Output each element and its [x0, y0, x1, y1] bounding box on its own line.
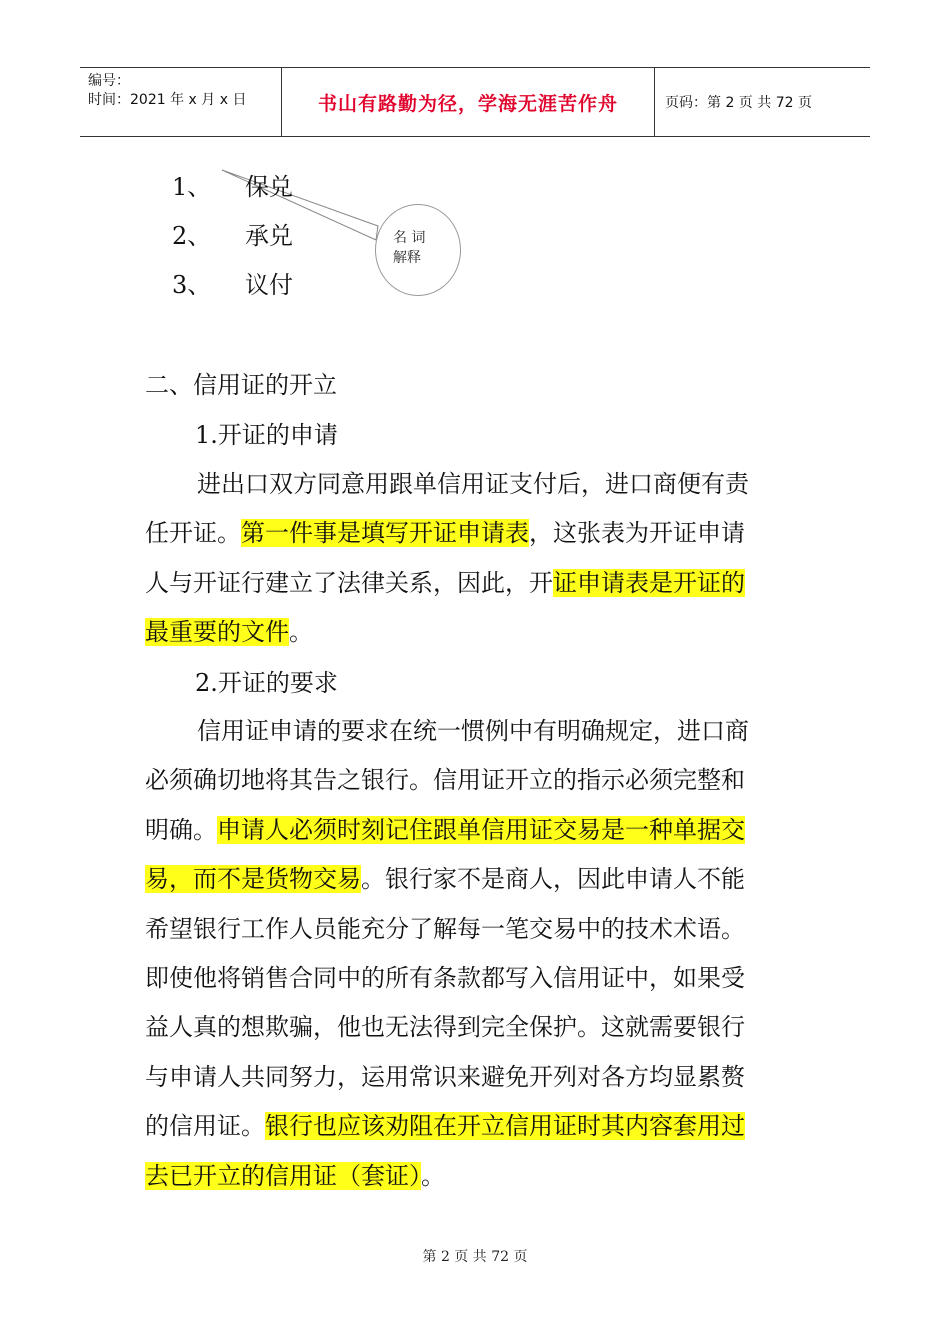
- callout-text: [393, 228, 453, 268]
- highlighted-text: 证申请表是开证的: [553, 568, 745, 597]
- highlighted-text: 银行也应该劝阻在开立信用证时其内容套用过: [265, 1112, 745, 1141]
- paragraph-2-line: 信用证申请的要求在统一惯例中有明确规定，进口商: [197, 717, 749, 745]
- text-run: 。银行家不是商人，因此申请人不能: [361, 865, 745, 894]
- header-page-info: 页码：第 2 页 共 72 页: [665, 95, 812, 111]
- term-3-text: 议付: [245, 271, 293, 299]
- subsection-1-title: 1.开证的申请: [195, 421, 338, 449]
- paragraph-2-line: 必须确切地将其告之银行。信用证开立的指示必须完整和: [145, 766, 745, 795]
- callout-line-2: 解释: [393, 250, 421, 266]
- paragraph-1-line: 进出口双方同意用跟单信用证支付后，进口商便有责: [197, 470, 749, 498]
- term-1-number: 1、: [172, 173, 212, 201]
- text-run: ，这张表为开证申请: [529, 519, 745, 548]
- highlighted-text: 第一件事是填写开证申请表: [241, 519, 529, 548]
- term-1-text: 保兑: [245, 173, 293, 201]
- text-run: 任开证。: [145, 519, 241, 548]
- paragraph-1-line: [145, 608, 810, 657]
- paragraph-1-line: [145, 509, 810, 558]
- page-footer: 第 2 页 共 72 页: [422, 1249, 528, 1265]
- term-3-number: 3、: [172, 271, 212, 299]
- text-run: 。: [421, 1161, 445, 1190]
- highlighted-text: 易，而不是货物交易: [145, 865, 361, 894]
- paragraph-2-line: [145, 1152, 810, 1201]
- highlighted-text: 最重要的文件: [145, 618, 289, 647]
- text-run: 明确。: [145, 815, 217, 844]
- text-run: 。: [289, 618, 313, 647]
- paragraph-2-line: 与申请人共同努力，运用常识来避免开列对各方均显累赘: [145, 1062, 745, 1091]
- callout-pointer: [0, 0, 950, 400]
- paragraph-2: [145, 707, 810, 1201]
- text-run: 的信用证。: [145, 1112, 265, 1141]
- term-2-number: 2、: [172, 222, 212, 250]
- paragraph-2-line: [145, 855, 810, 904]
- term-2-text: 承兑: [245, 222, 293, 250]
- section-title: 二、信用证的开立: [145, 371, 337, 399]
- header-number: 编号：: [88, 73, 130, 89]
- paragraph-2-line: 即使他将销售合同中的所有条款都写入信用证中，如果受: [145, 964, 745, 993]
- callout-line-1: 名 词: [393, 230, 426, 246]
- highlighted-text: 去已开立的信用证（套证）: [145, 1161, 421, 1190]
- text-run: 人与开证行建立了法律关系，因此，开: [145, 568, 553, 597]
- paragraph-2-line: 益人真的想欺骗，他也无法得到完全保护。这就需要银行: [145, 1013, 745, 1042]
- paragraph-2-line: [145, 806, 810, 855]
- paragraph-1: [145, 460, 810, 658]
- header-motto: 书山有路勤为径，学海无涯苦作舟: [282, 68, 655, 136]
- paragraph-1-line: [145, 559, 810, 608]
- subsection-2-title: 2.开证的要求: [195, 669, 338, 697]
- header-time: 时间：2021 年 x 月 x 日: [88, 92, 247, 108]
- paragraph-2-line: [145, 1102, 810, 1151]
- paragraph-2-line: 希望银行工作人员能充分了解每一笔交易中的技术术语。: [145, 914, 745, 943]
- highlighted-text: 申请人必须时刻记住跟单信用证交易是一种单据交: [217, 815, 745, 844]
